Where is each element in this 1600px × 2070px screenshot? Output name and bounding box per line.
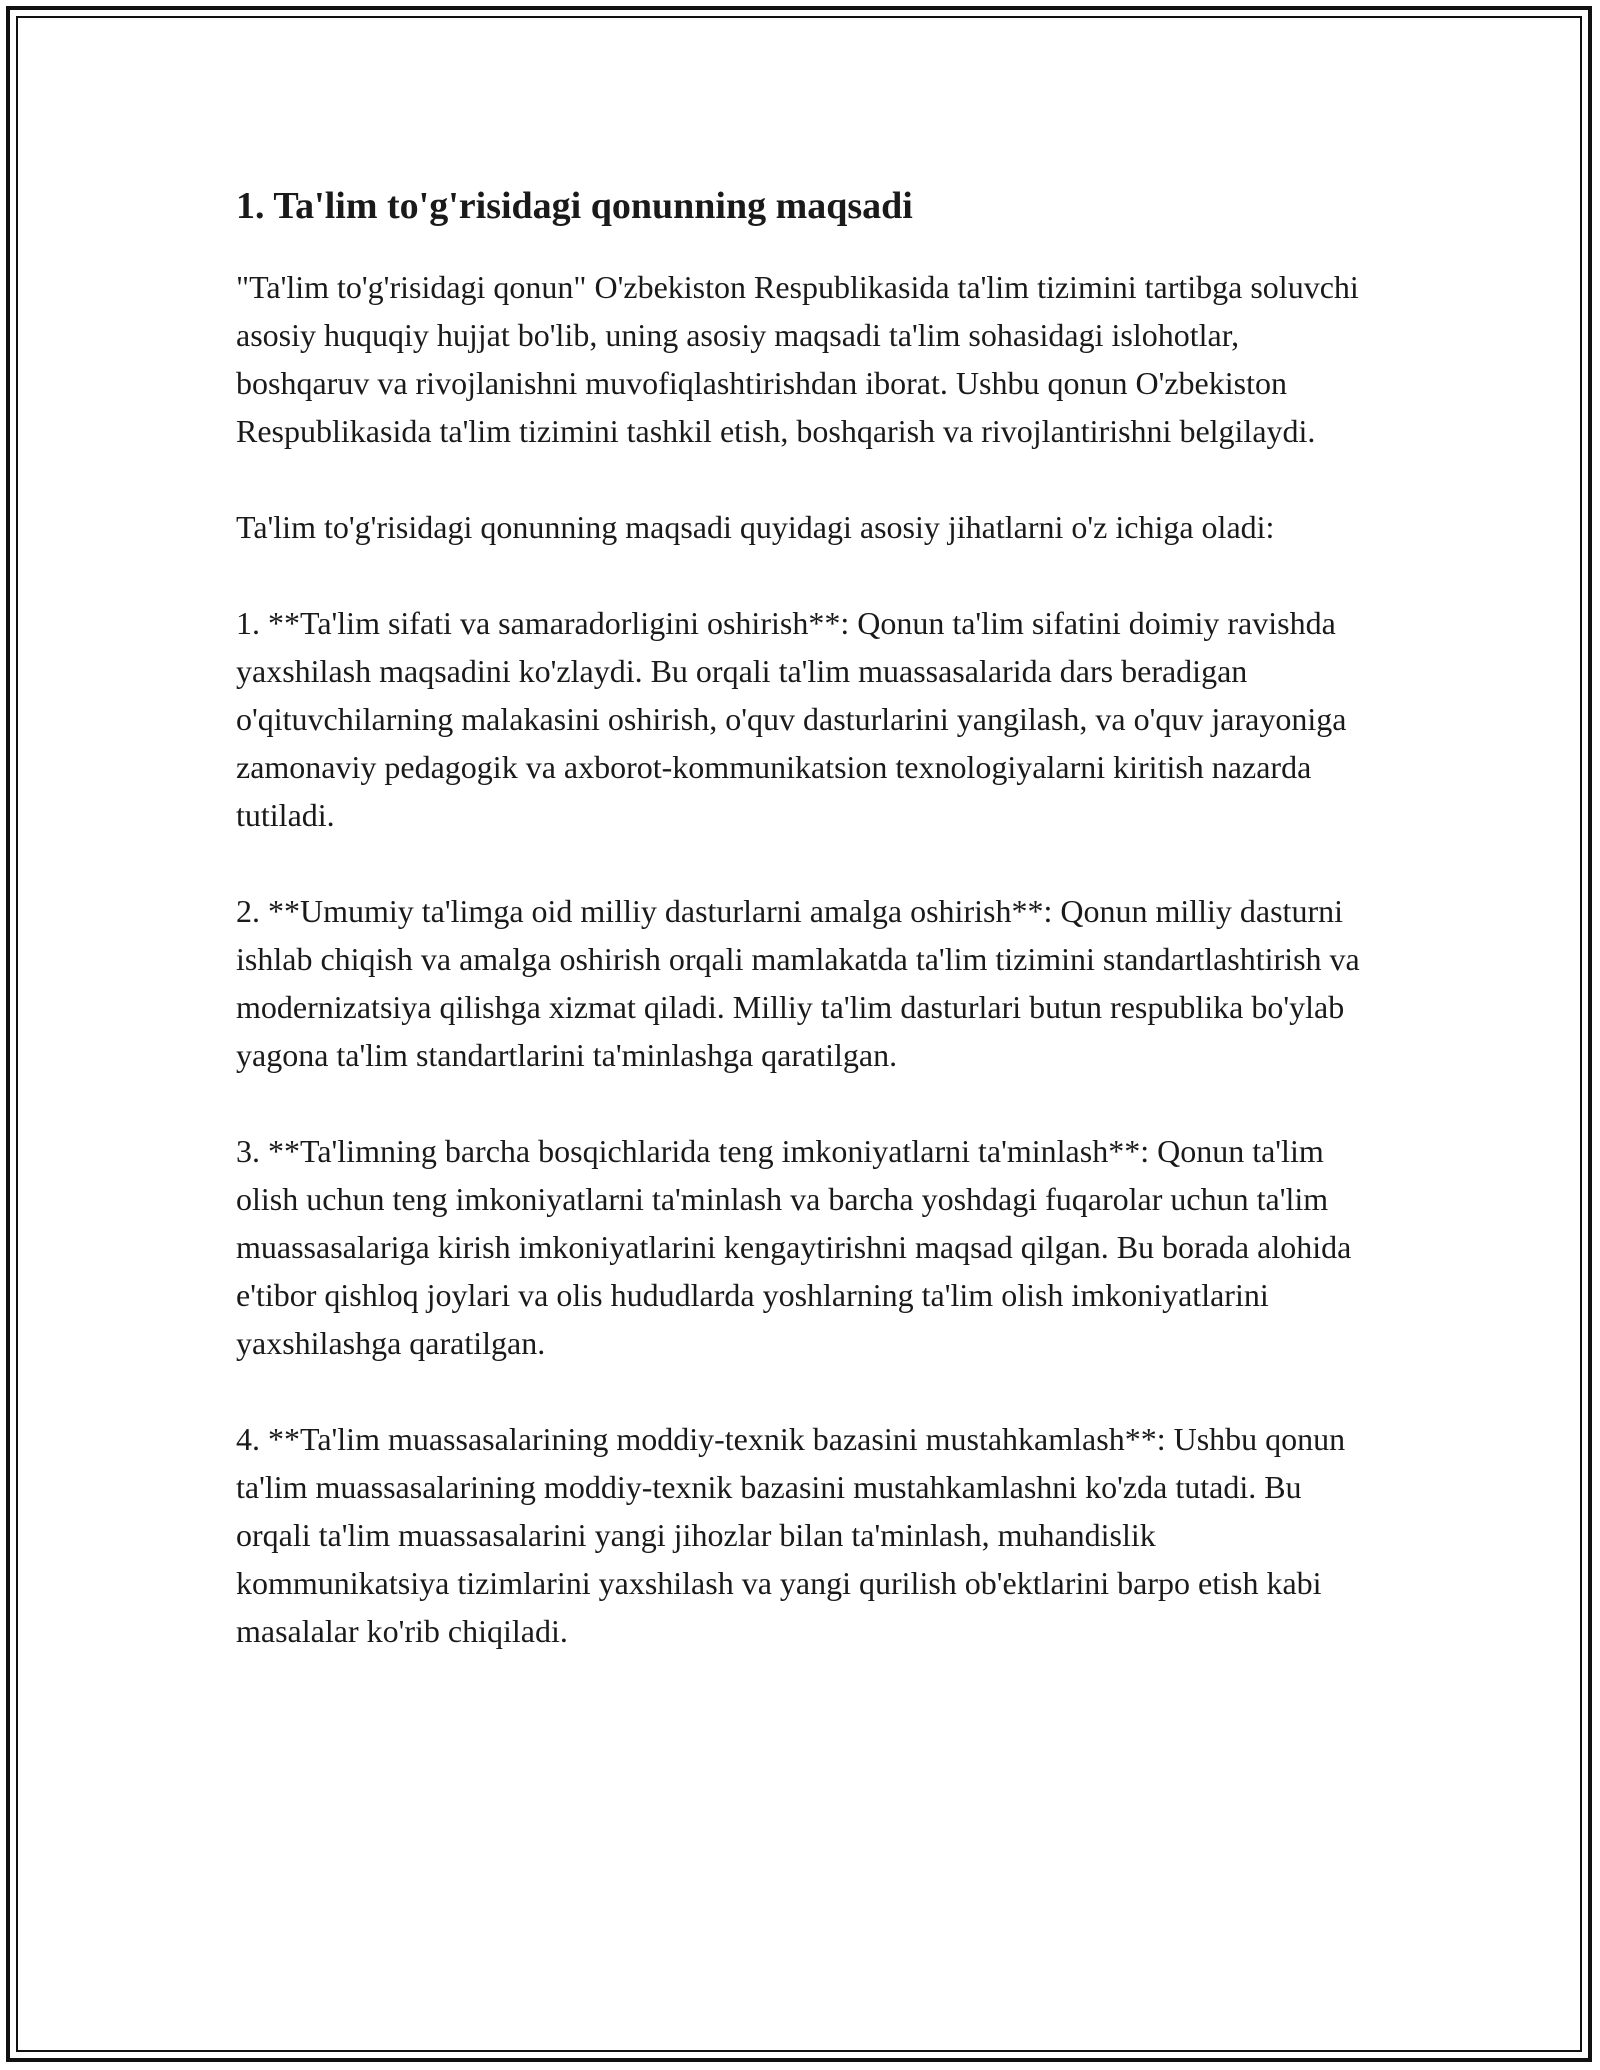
list-item-4: 4. **Ta'lim muassasalarining moddiy-texnik bazasini mustahkamlash**: Ushbu qonun ta'lim muassasalarining moddiy-texnik bazasini mustahkamlashni ko'zda tutadi. Bu orqali ta'lim muassasalarini yangi jihozlar bilan ta'minlash, muhandislik kommunikatsiya tizimlarini yaxshilash va yangi qurilish ob'ektlarini barpo etish kabi masalalar ko'rib chiqiladi.: [236, 1421, 1346, 1650]
list-item-2: 2. **Umumiy ta'limga oid milliy dasturlarni amalga oshirish**: Qonun milliy dasturni ishlab chiqish va amalga oshirish orqali mamlakatda ta'lim tizimini standartlashtirish va modernizatsiya qilishga xizmat qiladi. Milliy ta'lim dasturlari butun respublika bo'ylab yagona ta'lim standartlarini ta'minlashga qaratilgan.: [236, 893, 1360, 1074]
lead-in-paragraph: Ta'lim to'g'risidagi qonunning maqsadi quyidagi asosiy jihatlarni o'z ichiga oladi:: [236, 509, 1275, 546]
list-item-1: 1. **Ta'lim sifati va samaradorligini oshirish**: Qonun ta'lim sifatini doimiy ravishda yaxshilash maqsadini ko'zlaydi. Bu orqali ta'lim muassasalarida dars beradigan o'qituvchilarning malakasini oshirish, o'quv dasturlarini yangilash, va o'quv jarayoniga zamonaviy pedagogik va axborot-kommunikatsion texnologiyalarni kiritish nazarda tutiladi.: [236, 605, 1347, 834]
document-title: 1. Ta'lim to'g'risidagi qonunning maqsadi: [236, 185, 913, 227]
intro-paragraph: "Ta'lim to'g'risidagi qonun" O'zbekiston Respublikasida ta'lim tizimini tartibga soluvchi asosiy huquqiy hujjat bo'lib, uning asosiy maqsadi ta'lim sohasidagi islohotlar, boshqaruv va rivojlanishni muvofiqlashtirishdan iborat. Ushbu qonun O'zbekiston Respublikasida ta'lim tizimini tashkil etish, boshqarish va rivojlantirishni belgilaydi.: [236, 269, 1359, 450]
document-body: [236, 182, 1376, 1703]
list-item-3: 3. **Ta'limning barcha bosqichlarida teng imkoniyatlarni ta'minlash**: Qonun ta'lim olish uchun teng imkoniyatlarni ta'minlash va barcha yoshdagi fuqarolar uchun ta'lim muassasalariga kirish imkoniyatlarini kengaytirishni maqsad qilgan. Bu borada alohida e'tibor qishloq joylari va olis hududlarda yoshlarning ta'lim olish imkoniyatlarini yaxshilashga qaratilgan.: [236, 1133, 1352, 1362]
